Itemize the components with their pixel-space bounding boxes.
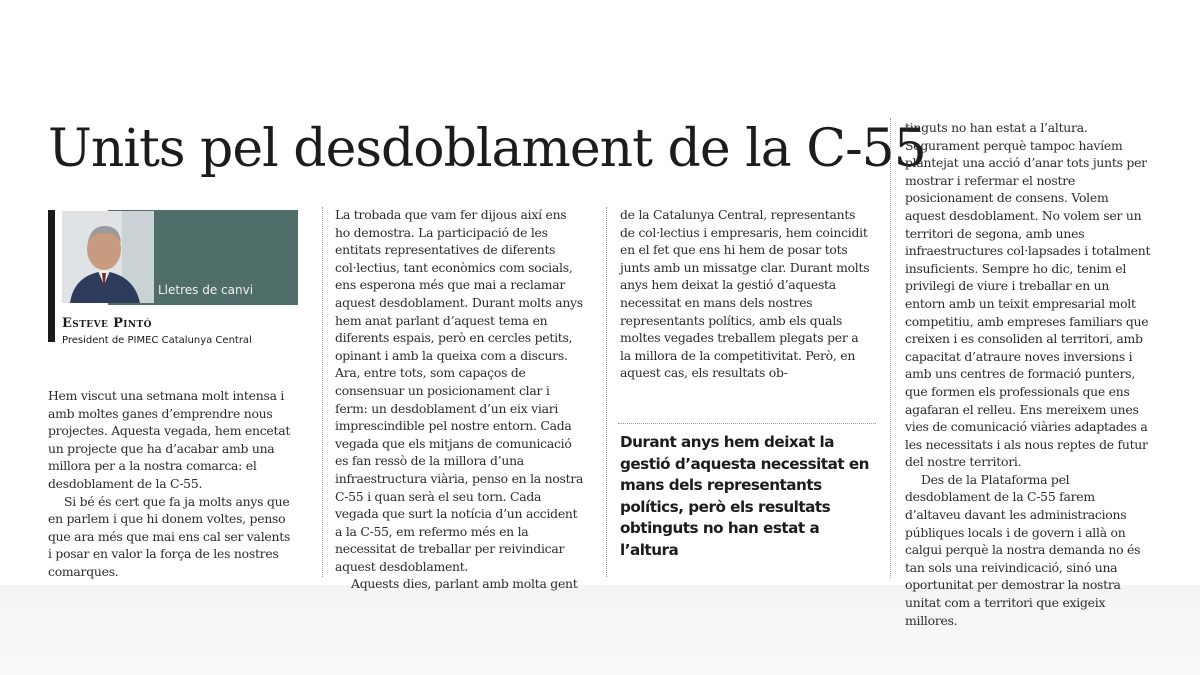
article-column-4	[905, 119, 1151, 629]
article-column-2	[335, 206, 585, 593]
paragraph: Hem viscut una setmana molt intensa i amb moltes ganes d’emprendre nous projectes. Aquesta vegada, hem encetat un projecte que ha d’acabar amb una millora per a la nostra comarca: el desdoblament de la C-55.	[48, 388, 291, 491]
article-column-1	[48, 387, 296, 581]
author-photo	[62, 211, 154, 303]
column-section-label: Lletres de canvi	[158, 283, 254, 297]
paragraph: Si bé és cert que fa ja molts anys que en parlem i que hi donem voltes, penso que ara més que mai ens cal ser valents i posar en valor la força de les nostres comarques.	[48, 493, 291, 579]
pull-quote-divider	[618, 423, 876, 424]
paragraph: Des de la Plataforma pel desdoblament de la C-55 farem d’altaveu davant les administracions públiques locals i de govern i allà on calgui perquè la nostra demanda no és tan sols una reivindicació, sinó una oportunitat per demostrar la nostra unitat com a territori que exigeix millores.	[905, 471, 1141, 628]
author-accent-bar	[48, 210, 55, 342]
author-name: Esteve Pintó	[62, 316, 152, 331]
paragraph: La trobada que vam fer dijous així ens ho demostra. La participació de les entitats representatives de diferents col·lectius, tant econòmics com socials, ens esperona més que mai a reclamar aquest desdoblament. Durant molts anys hem anat parlant d’aquest tema en diferents espais, però en cercles petits, opinant i amb la queixa com a discurs. Ara, entre tots, som capaços de consensuar un posicionament clar i ferm: un desdoblament d’un eix viari imprescindible pel nostre entorn. Cada vegada que els mitjans de comunicació es fan ressò de la millora d’una infraestructura viària, penso en la nostra C-55 i quan serà el seu torn. Cada vegada que surt la notícia d’un accident a la C-55, em refermo més en la necessitat de treballar per reivindicar aquest desdoblament.	[335, 207, 584, 574]
author-portrait-icon	[62, 211, 154, 303]
column-divider	[890, 118, 891, 578]
pull-quote: Durant anys hem deixat la gestió d’aquesta necessitat en mans dels representants polítics, però els resultats obtinguts no han estat a l’altura	[620, 433, 869, 559]
paragraph: tinguts no han estat a l’altura. Segurament perquè tampoc havíem plantejat una acció d’anar tots junts per mostrar i refermar el nostre posicionament de consens. Volem aquest desdoblament. No volem ser un territori de segona, amb unes infraestructures col·lapsades i totalment insuficients. Sempre ho dic, tenim el privilegi de viure i treballar en un entorn amb un teixit empresarial molt competitiu, amb empreses familiars que creixen i es consoliden al territori, amb capacitat d’atraure noves inversions i amb uns centres de formació punters, que formen els professionals que ens agafaran el relleu. Ens mereixem unes vies de comunicació viàries adaptades a les necessitats i als nous reptes de futur del nostre territori.	[905, 120, 1151, 470]
article-column-3	[620, 206, 872, 382]
author-role: President de PIMEC Catalunya Central	[62, 335, 252, 346]
paragraph: de la Catalunya Central, representants de col·lectius i empresaris, hem coincidit en el fet que ens hi hem de posar tots junts amb un missatge clar. Durant molts anys hem deixat la gestió d’aquesta necessitat en mans dels nostres representants polítics, amb els quals moltes vegades treballem plegats per a la millora de la competitivitat. Però, en aquest cas, els resultats ob-	[620, 207, 870, 381]
article-headline: Units pel desdoblament de la C-55	[48, 119, 926, 179]
column-divider	[322, 207, 323, 577]
column-divider	[606, 207, 607, 577]
paragraph: Aquests dies, parlant amb molta gent	[351, 576, 578, 592]
